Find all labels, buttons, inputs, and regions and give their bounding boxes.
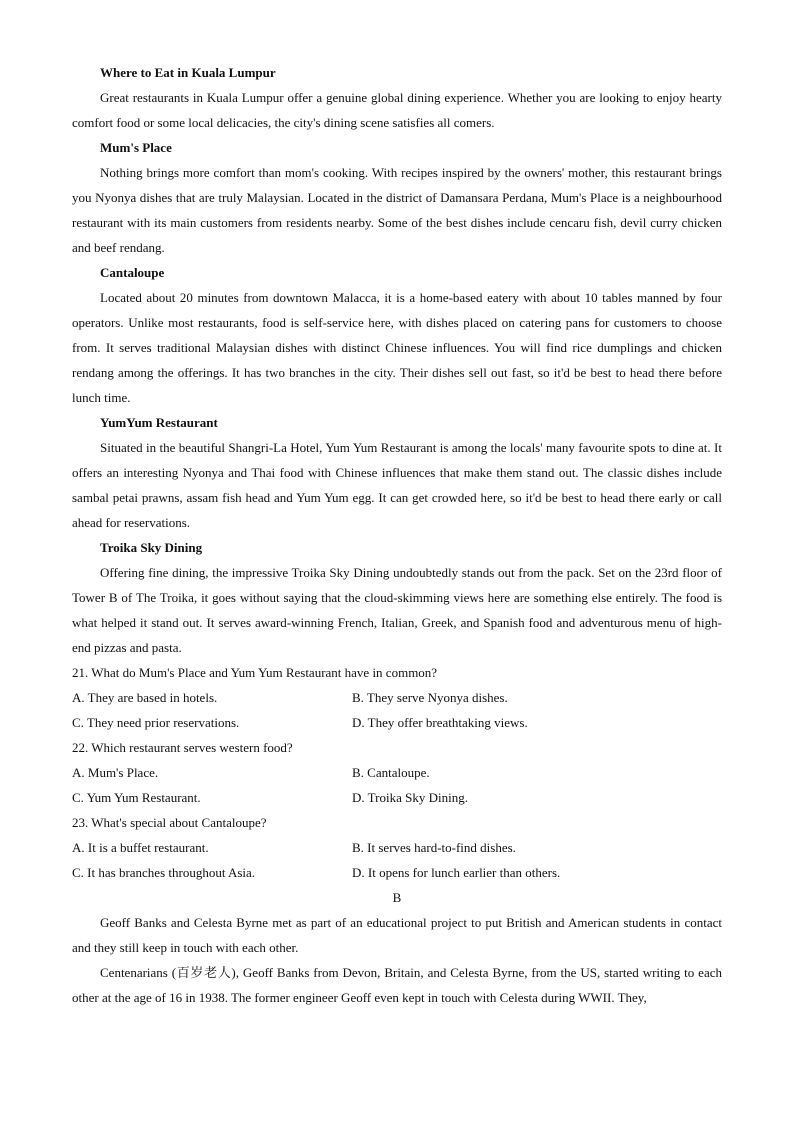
section-text-mums-place: Nothing brings more comfort than mom's cooking. With recipes inspired by the owners' mother, this restaurant brings you Nyonya dishes that are truly Malaysian. Located in the district of Damansara Perdana, Mum's Place is a neighbourhood restaurant with its main customers from residents nearby. Some of the best dishes include cencaru fish, devil curry chicken and beef rendang. bbox=[72, 165, 722, 255]
section-heading-yumyum: YumYum Restaurant bbox=[100, 415, 218, 430]
passage-b-label: B bbox=[392, 890, 402, 905]
question-22-option-b: B. Cantaloupe. bbox=[352, 765, 430, 780]
passage-a-title: Where to Eat in Kuala Lumpur bbox=[100, 65, 276, 80]
question-21-option-d: D. They offer breathtaking views. bbox=[352, 715, 528, 730]
passage-b-paragraph-1: Geoff Banks and Celesta Byrne met as part of an educational project to put British and American students in contact and they still keep in touch with each other. bbox=[72, 915, 722, 955]
question-22-option-c: C. Yum Yum Restaurant. bbox=[72, 790, 201, 805]
section-text-cantaloupe: Located about 20 minutes from downtown Malacca, it is a home-based eatery with about 10 tables manned by four operators. Unlike most restaurants, food is self-service here, with dishes placed on catering pans for customers to choose from. It serves traditional Malaysian dishes with distinct Chinese influences. You will find rice dumplings and chicken rendang among the offerings. It has two branches in the city. Their dishes sell out fast, so it'd be best to head there before lunch time. bbox=[72, 290, 722, 405]
question-23-option-a: A. It is a buffet restaurant. bbox=[72, 840, 209, 855]
question-23-options bbox=[72, 835, 722, 885]
section-text-yumyum: Situated in the beautiful Shangri-La Hotel, Yum Yum Restaurant is among the locals' many favourite spots to dine at. It offers an interesting Nyonya and Thai food with Chinese influences that make them stand out. The classic dishes include sambal petai prawns, assam fish head and Yum Yum egg. It can get crowded here, so it'd be best to head there early or call ahead for reservations. bbox=[72, 440, 722, 530]
document-content bbox=[72, 60, 722, 1010]
passage-a-intro: Great restaurants in Kuala Lumpur offer a genuine global dining experience. Whether you are looking to enjoy hearty comfort food or some local delicacies, the city's dining scene satisfies all comers. bbox=[72, 90, 722, 130]
question-22-stem: 22. Which restaurant serves western food? bbox=[72, 740, 293, 755]
section-text-troika: Offering fine dining, the impressive Troika Sky Dining undoubtedly stands out from the pack. Set on the 23rd floor of Tower B of The Troika, it goes without saying that the cloud-skimming views here are something else entirely. The food is what helped it stand out. It serves award-winning French, Italian, Greek, and Spanish food and adventurous menu of high-end pizzas and pasta. bbox=[72, 565, 722, 655]
section-heading-mums-place: Mum's Place bbox=[100, 140, 172, 155]
question-23-stem: 23. What's special about Cantaloupe? bbox=[72, 815, 267, 830]
question-23-option-c: C. It has branches throughout Asia. bbox=[72, 865, 256, 880]
question-21-options bbox=[72, 685, 722, 735]
question-22-options bbox=[72, 760, 722, 810]
question-22-option-a: A. Mum's Place. bbox=[72, 765, 159, 780]
section-heading-cantaloupe: Cantaloupe bbox=[100, 265, 165, 280]
question-21-option-a: A. They are based in hotels. bbox=[72, 690, 218, 705]
question-23-option-d: D. It opens for lunch earlier than others. bbox=[352, 865, 561, 880]
question-22-option-d: D. Troika Sky Dining. bbox=[352, 790, 468, 805]
passage-b-paragraph-2: Centenarians (百岁老人), Geoff Banks from Devon, Britain, and Celesta Byrne, from the US, started writing to each other at the age of 16 in 1938. The former engineer Geoff even kept in touch with Celesta during WWII. They, bbox=[72, 965, 722, 1005]
question-21-option-c: C. They need prior reservations. bbox=[72, 715, 240, 730]
question-21-option-b: B. They serve Nyonya dishes. bbox=[352, 690, 508, 705]
question-23-option-b: B. It serves hard-to-find dishes. bbox=[352, 840, 516, 855]
question-21-stem: 21. What do Mum's Place and Yum Yum Restaurant have in common? bbox=[72, 665, 438, 680]
section-heading-troika: Troika Sky Dining bbox=[100, 540, 203, 555]
